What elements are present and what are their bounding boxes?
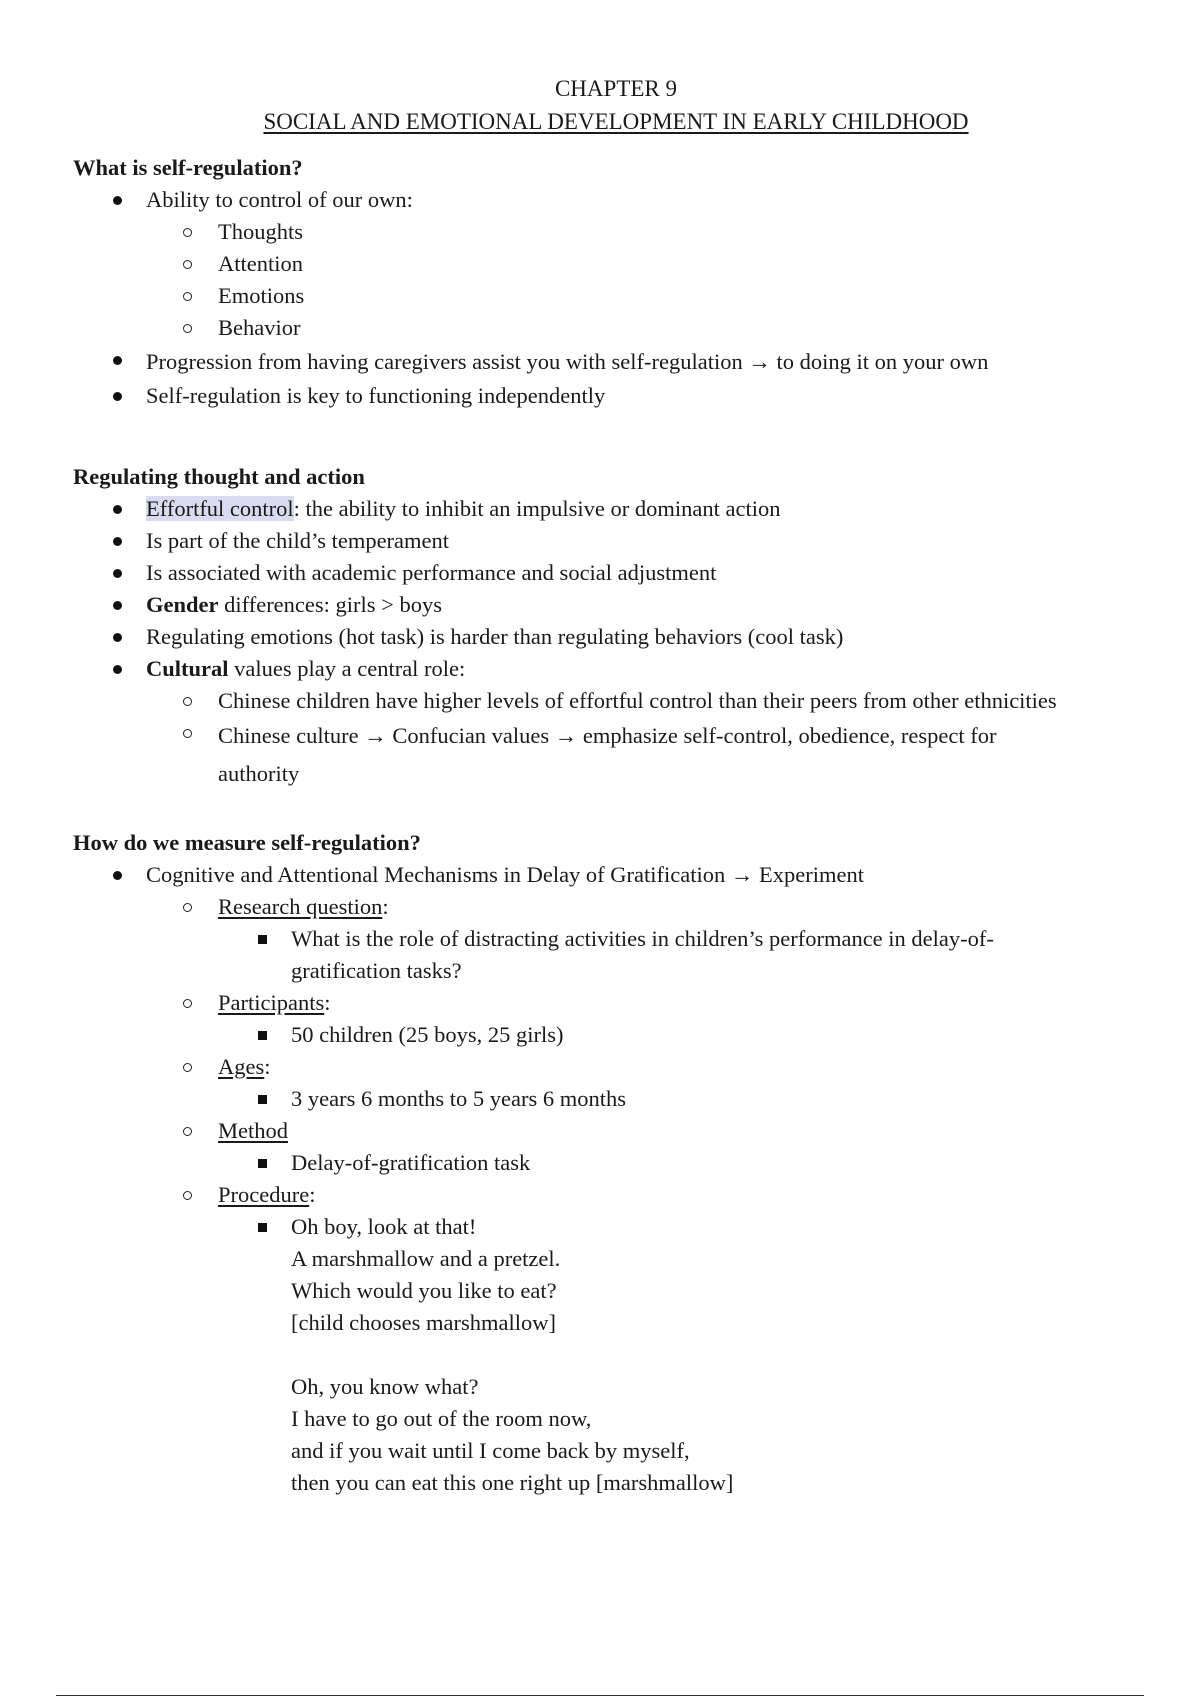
script-line: and if you wait until I come back by myself, <box>291 1438 690 1463</box>
sub-bullet-list <box>73 891 1153 923</box>
list-item-text: authority <box>218 761 300 786</box>
list-item-text: Progression from having caregivers assist you with self-regulation → to doing it on your own <box>146 349 989 374</box>
bullet-list <box>73 859 1153 891</box>
bullet-list <box>73 184 1153 216</box>
list-item <box>73 525 1153 557</box>
script-line: I have to go out of the room now, <box>291 1406 592 1431</box>
list-item-text: gratification tasks? <box>291 958 462 983</box>
script-line: [child chooses marshmallow] <box>291 1310 556 1335</box>
list-item <box>73 280 1200 312</box>
list-item-text: 3 years 6 months to 5 years 6 months <box>291 1086 626 1111</box>
list-item-text: : the ability to inhibit an impulsive or dominant action <box>293 496 781 521</box>
sub-bullet-list <box>73 1051 1153 1083</box>
subheading-label: Participants <box>218 990 325 1015</box>
page-bottom-rule <box>56 1695 1144 1696</box>
script-line: Oh, you know what? <box>291 1374 479 1399</box>
square-bullet-list <box>146 923 1153 987</box>
subheading-label: Method <box>218 1118 288 1143</box>
list-item-text: Attention <box>218 251 303 276</box>
list-item <box>73 621 1153 653</box>
list-item-text: Is associated with academic performance and social adjustment <box>146 560 717 585</box>
list-item-text: values play a central role: <box>228 656 466 681</box>
bold-term: Cultural <box>146 656 229 681</box>
list-item <box>146 1147 1153 1179</box>
list-item <box>73 184 1153 216</box>
square-bullet-list <box>146 1083 1153 1115</box>
chapter-header <box>0 72 1200 138</box>
section-heading: Regulating thought and action <box>73 464 365 489</box>
list-item <box>73 493 1153 525</box>
list-item-text: What is the role of distracting activities in children’s performance in delay-of- <box>291 926 994 951</box>
list-item-text: Regulating emotions (hot task) is harder than regulating behaviors (cool task) <box>146 624 844 649</box>
list-item <box>146 1019 1153 1051</box>
subheading-label: Ages <box>218 1054 265 1079</box>
square-bullet-list <box>146 1211 1153 1499</box>
list-item-text: differences: girls > boys <box>218 592 442 617</box>
script-line: A marshmallow and a pretzel. <box>291 1246 561 1271</box>
blank-line <box>291 1339 1153 1371</box>
section-measure-self-regulation <box>73 827 1153 1499</box>
list-item-text: Delay-of-gratification task <box>291 1150 531 1175</box>
section-regulating-thought <box>73 461 1153 793</box>
list-item-text: 50 children (25 boys, 25 girls) <box>291 1022 564 1047</box>
highlighted-term: Effortful control <box>146 496 294 521</box>
section-heading: How do we measure self-regulation? <box>73 830 421 855</box>
list-item-text: Self-regulation is key to functioning independently <box>146 383 606 408</box>
list-item: Participants: <box>73 987 1200 1019</box>
script-line: Which would you like to eat? <box>291 1278 557 1303</box>
list-item <box>73 685 1200 717</box>
list-item-text: Ability to control of our own: <box>146 187 413 212</box>
list-item-text: Cognitive and Attentional Mechanisms in Delay of Gratification → Experiment <box>146 862 864 887</box>
list-item <box>73 653 1153 685</box>
bold-term: Gender <box>146 592 219 617</box>
sub-bullet-list <box>73 1115 1153 1147</box>
list-item <box>73 859 1153 891</box>
sub-bullet-list <box>73 216 1153 344</box>
list-item <box>73 216 1200 248</box>
list-item-text: Chinese children have higher levels of effortful control than their peers from other ethnicities <box>218 688 1057 713</box>
sub-bullet-list <box>73 685 1153 793</box>
subheading-label: Research question <box>218 894 383 919</box>
list-item-text: Chinese culture → Confucian values → emphasize self-control, obedience, respect for <box>218 723 997 748</box>
list-item-text: Is part of the child’s temperament <box>146 528 450 553</box>
list-item <box>73 380 1153 412</box>
subheading-label: Procedure <box>218 1182 310 1207</box>
bullet-list <box>73 344 1153 412</box>
list-item <box>73 344 1153 380</box>
list-item <box>73 557 1153 589</box>
chapter-title: SOCIAL AND EMOTIONAL DEVELOPMENT IN EARLY CHILDHOOD <box>263 109 969 134</box>
list-item <box>73 1115 1200 1147</box>
list-item-text: Thoughts <box>218 219 304 244</box>
section-heading: What is self-regulation? <box>73 155 303 180</box>
section-self-regulation <box>73 152 1153 412</box>
list-item <box>146 1211 1153 1499</box>
script-line: Oh boy, look at that! <box>291 1214 477 1239</box>
list-item <box>146 1083 1153 1115</box>
list-item: Ages: <box>73 1051 1200 1083</box>
bullet-list <box>73 493 1153 685</box>
list-item <box>73 312 1200 344</box>
sub-bullet-list <box>73 987 1153 1019</box>
list-item-text: Behavior <box>218 315 301 340</box>
script-line: then you can eat this one right up [marshmallow] <box>291 1470 734 1495</box>
square-bullet-list <box>146 1147 1153 1179</box>
square-bullet-list <box>146 1019 1153 1051</box>
list-item: Procedure: <box>73 1179 1200 1211</box>
list-item <box>146 923 1153 987</box>
list-item: Research question: <box>73 891 1200 923</box>
list-item <box>73 589 1153 621</box>
list-item <box>73 717 1200 793</box>
list-item-text: Emotions <box>218 283 305 308</box>
sub-bullet-list <box>73 1179 1153 1211</box>
chapter-number: CHAPTER 9 <box>554 76 678 101</box>
list-item <box>73 248 1200 280</box>
